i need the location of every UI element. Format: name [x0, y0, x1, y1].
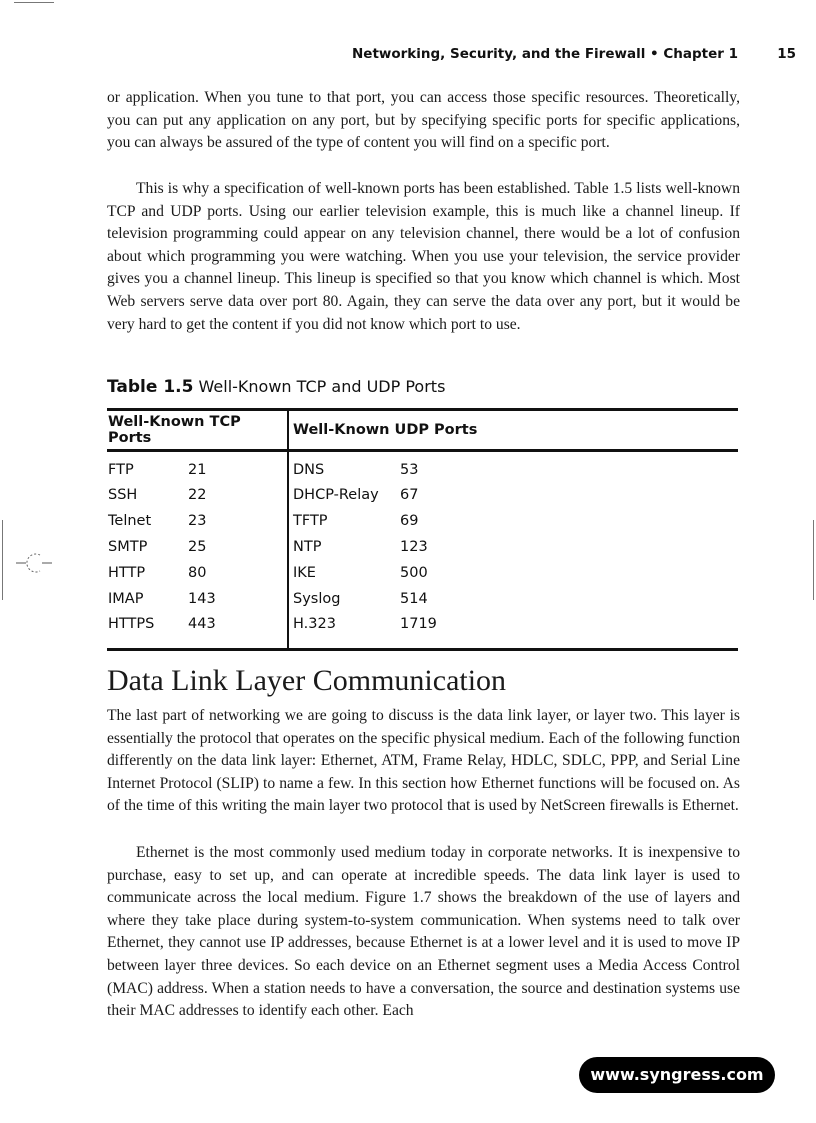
table-row	[107, 508, 738, 534]
tcp-port: 22	[188, 487, 207, 503]
registration-mark-icon	[16, 548, 52, 578]
tcp-protocol: FTP	[108, 462, 134, 478]
table-caption-number: Table 1.5	[107, 377, 194, 397]
udp-port: 123	[400, 539, 428, 555]
paragraph-1: or application. When you tune to that port, you can access those specific resources. Theoretically, you can put any application on any port, but by specifying specific ports for specific applications, you can always be assured of the type of content you will find on a specific port.	[107, 89, 740, 152]
table-row	[107, 482, 738, 508]
crop-mark-right	[813, 520, 814, 600]
table-row	[107, 586, 738, 612]
paragraph-4: Ethernet is the most commonly used medium today in corporate networks. It is inexpensive to purchase, easy to set up, and can operate at incredible speeds. The data link layer is used to communicate across the local medium. Figure 1.7 shows the breakdown of the use of layers and where they take place during system-to-system communication. When systems need to talk over Ethernet, they cannot use IP addresses, because Ethernet is at a lower level and it is used to move IP between layer three devices. So each device on an Ethernet segment uses a Media Access Control (MAC) address. When a station needs to have a conversation, the source and destination systems use their MAC addresses to identify each other. Each	[107, 844, 740, 1020]
udp-header: Well-Known UDP Ports	[288, 410, 738, 451]
tcp-protocol: Telnet	[108, 513, 152, 529]
tcp-header: Well-Known TCP Ports	[107, 410, 288, 451]
table-caption	[107, 377, 445, 397]
paragraph-2: This is why a specification of well-known ports has been established. Table 1.5 lists well-known TCP and UDP ports. Using our earlier television example, this is much like a channel lineup. If television programming could appear on any television channel, there would be a lot of confusion about which programming you were watching. When you use your television, the service provider gives you a channel lineup. This lineup is specified so that you know which channel is which. Most Web servers serve data over port 80. Again, they can serve the data over any port, but it would be very hard to get the content if you did not know which port to use.	[107, 180, 740, 333]
udp-port: 69	[400, 513, 419, 529]
section-heading: Data Link Layer Communication	[107, 664, 507, 697]
udp-protocol: NTP	[288, 534, 399, 560]
tcp-protocol: HTTPS	[107, 612, 187, 650]
udp-protocol: DNS	[288, 451, 399, 483]
udp-protocol: IKE	[288, 560, 399, 586]
tcp-port: 21	[188, 462, 207, 478]
udp-port: 514	[400, 591, 428, 607]
tcp-protocol: SSH	[108, 487, 138, 503]
publisher-url-badge[interactable]: www.syngress.com	[579, 1057, 775, 1093]
tcp-port: 80	[188, 565, 207, 581]
tcp-port: 25	[188, 539, 207, 555]
table-row	[107, 560, 738, 586]
udp-port: 67	[400, 487, 419, 503]
table-row	[107, 612, 738, 650]
paragraph-3: The last part of networking we are going to discuss is the data link layer, or layer two. This layer is essentially the protocol that operates on the specific physical medium. Each of the following function differently on the data link layer: Ethernet, ATM, Frame Relay, HDLC, SDLC, PPP, and Serial Line Internet Protocol (SLIP) to name a few. In this section how Ethernet functions will be focused on. As of the time of this writing the main layer two protocol that is used by NetScreen firewalls is Ethernet.	[107, 707, 740, 815]
udp-port: 1719	[399, 612, 738, 650]
udp-protocol: Syslog	[288, 586, 399, 612]
ports-table	[107, 408, 738, 651]
tcp-port: 443	[187, 612, 288, 650]
tcp-protocol: IMAP	[108, 591, 144, 607]
udp-protocol: TFTP	[288, 508, 399, 534]
table-header-row	[107, 410, 738, 451]
page-number: 15	[777, 46, 796, 62]
crop-mark-top	[14, 2, 54, 3]
table-row	[107, 451, 738, 483]
udp-port: 53	[400, 462, 419, 478]
tcp-protocol: SMTP	[108, 539, 148, 555]
udp-protocol: H.323	[288, 612, 399, 650]
running-head-title: Networking, Security, and the Firewall • Chapter 1	[351, 46, 738, 62]
tcp-protocol: HTTP	[108, 565, 146, 581]
table-caption-title: Well-Known TCP and UDP Ports	[198, 377, 446, 396]
table-row	[107, 534, 738, 560]
tcp-port: 23	[188, 513, 207, 529]
tcp-port: 143	[188, 591, 216, 607]
crop-mark-left	[2, 520, 3, 600]
udp-protocol: DHCP-Relay	[288, 482, 399, 508]
udp-port: 500	[400, 565, 428, 581]
